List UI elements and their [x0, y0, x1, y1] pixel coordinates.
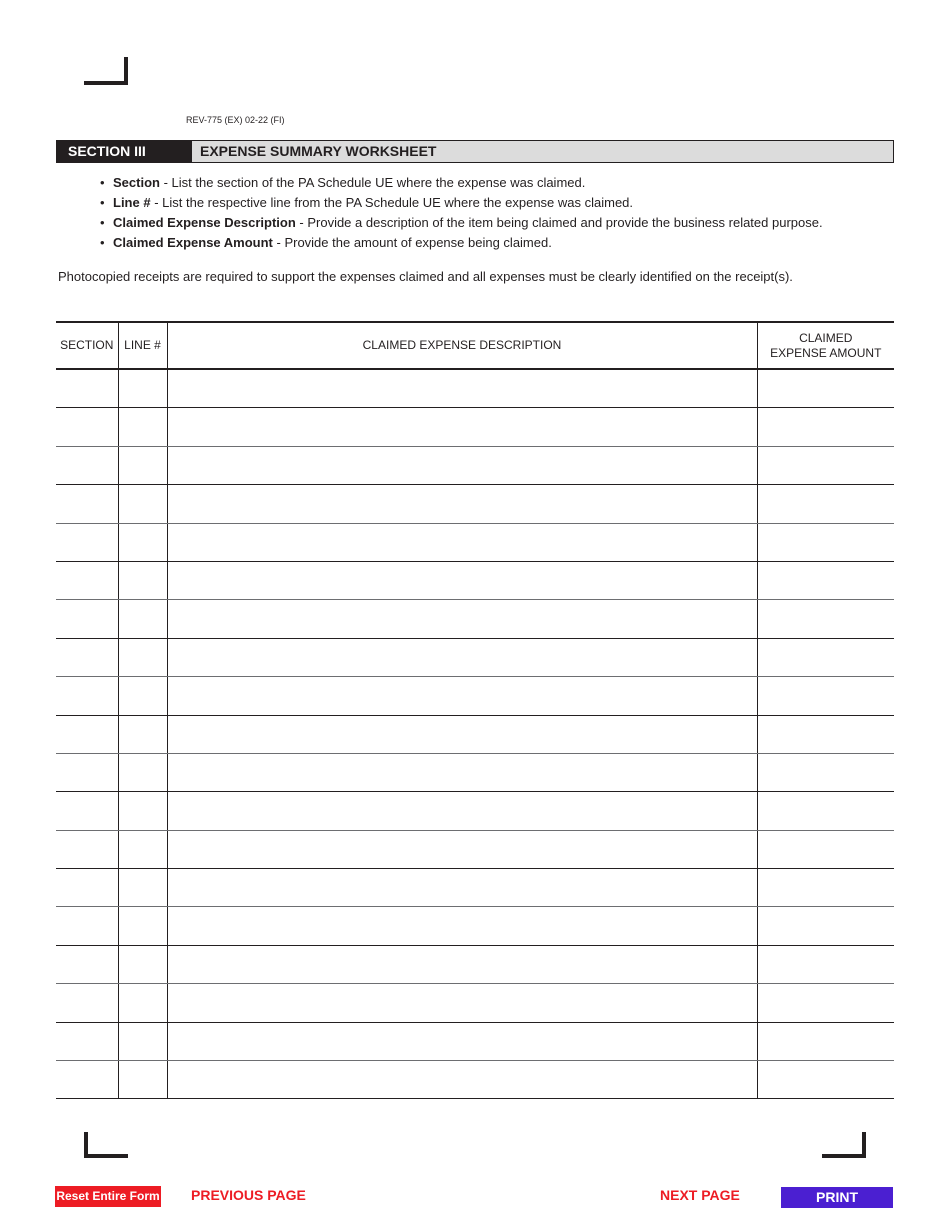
instructions-list	[100, 174, 823, 254]
section-cell-input[interactable]	[56, 485, 118, 522]
section-cell-input[interactable]	[56, 677, 118, 714]
expense-table	[56, 321, 894, 1099]
description-cell-input[interactable]	[168, 831, 757, 868]
table-row	[56, 984, 894, 1022]
line-cell-input[interactable]	[119, 408, 167, 445]
section-cell-input[interactable]	[56, 1023, 118, 1060]
description-cell	[167, 408, 757, 446]
line-cell	[118, 523, 167, 561]
description-cell	[167, 869, 757, 907]
section-cell-input[interactable]	[56, 370, 118, 407]
table-row	[56, 1061, 894, 1099]
header-amount	[757, 322, 894, 369]
section-cell	[56, 984, 118, 1022]
line-cell	[118, 677, 167, 715]
description-cell-input[interactable]	[168, 946, 757, 983]
line-cell	[118, 600, 167, 638]
amount-cell	[757, 945, 894, 983]
description-cell-input[interactable]	[168, 639, 757, 676]
amount-cell	[757, 600, 894, 638]
section-cell	[56, 869, 118, 907]
section-cell-input[interactable]	[56, 831, 118, 868]
line-cell-input[interactable]	[119, 524, 167, 561]
description-cell	[167, 600, 757, 638]
amount-cell	[757, 984, 894, 1022]
section-cell	[56, 1022, 118, 1060]
line-cell	[118, 715, 167, 753]
section-cell-input[interactable]	[56, 869, 118, 906]
amount-cell-input[interactable]	[758, 677, 895, 714]
line-cell-input[interactable]	[119, 831, 167, 868]
receipts-note: Photocopied receipts are required to support the expenses claimed and all expenses must be clearly identified on the receipt(s).	[58, 269, 793, 284]
description-cell-input[interactable]	[168, 984, 757, 1021]
section-cell-input[interactable]	[56, 524, 118, 561]
description-cell-input[interactable]	[168, 408, 757, 445]
section-cell	[56, 792, 118, 830]
table-row	[56, 907, 894, 945]
instruction-term: Claimed Expense Description	[113, 215, 296, 230]
form-id: REV-775 (EX) 02-22 (FI)	[186, 115, 285, 125]
section-cell-input[interactable]	[56, 639, 118, 676]
print-button[interactable]: PRINT	[781, 1187, 893, 1208]
description-cell	[167, 1061, 757, 1099]
description-cell	[167, 1022, 757, 1060]
line-cell-input[interactable]	[119, 716, 167, 753]
description-cell	[167, 523, 757, 561]
description-cell-input[interactable]	[168, 869, 757, 906]
bullet-icon: •	[100, 175, 105, 190]
instruction-item	[100, 234, 823, 254]
section-title: EXPENSE SUMMARY WORKSHEET	[200, 143, 437, 159]
section-cell	[56, 1061, 118, 1099]
registration-mark-top-left	[84, 57, 128, 85]
line-cell-input[interactable]	[119, 1061, 167, 1098]
line-cell-input[interactable]	[119, 754, 167, 791]
reset-form-button[interactable]: Reset Entire Form	[55, 1186, 161, 1207]
instruction-text: - List the respective line from the PA Schedule UE where the expense was claimed.	[150, 195, 634, 210]
description-cell	[167, 446, 757, 484]
table-row	[56, 792, 894, 830]
description-cell-input[interactable]	[168, 754, 757, 791]
section-cell-input[interactable]	[56, 754, 118, 791]
amount-cell	[757, 1061, 894, 1099]
line-cell	[118, 1022, 167, 1060]
line-cell	[118, 561, 167, 599]
amount-cell	[757, 369, 894, 408]
description-cell-input[interactable]	[168, 485, 757, 522]
amount-cell	[757, 561, 894, 599]
section-cell	[56, 638, 118, 676]
amount-cell	[757, 907, 894, 945]
line-cell	[118, 945, 167, 983]
instruction-text: - Provide the amount of expense being claimed.	[272, 235, 552, 250]
header-description: CLAIMED EXPENSE DESCRIPTION	[167, 322, 757, 369]
line-cell-input[interactable]	[119, 485, 167, 522]
description-cell	[167, 945, 757, 983]
instruction-term: Line #	[113, 195, 151, 210]
bullet-icon: •	[100, 235, 105, 250]
line-cell	[118, 984, 167, 1022]
line-cell	[118, 753, 167, 791]
description-cell	[167, 984, 757, 1022]
description-cell	[167, 638, 757, 676]
section-cell-input[interactable]	[56, 946, 118, 983]
description-cell-input[interactable]	[168, 716, 757, 753]
section-cell-input[interactable]	[56, 1061, 118, 1098]
line-cell	[118, 1061, 167, 1099]
table-row	[56, 830, 894, 868]
description-cell	[167, 677, 757, 715]
section-cell-input[interactable]	[56, 408, 118, 445]
instruction-item	[100, 194, 823, 214]
amount-cell-input[interactable]	[758, 562, 895, 599]
amount-cell-input[interactable]	[758, 600, 895, 637]
section-cell-input[interactable]	[56, 562, 118, 599]
header-line: LINE #	[118, 322, 167, 369]
table-row	[56, 485, 894, 523]
line-cell	[118, 485, 167, 523]
table-row	[56, 945, 894, 983]
section-cell-input[interactable]	[56, 600, 118, 637]
line-cell-input[interactable]	[119, 639, 167, 676]
section-header	[56, 140, 894, 163]
line-cell-input[interactable]	[119, 792, 167, 829]
instruction-term: Claimed Expense Amount	[113, 235, 273, 250]
instruction-item	[100, 214, 823, 234]
description-cell	[167, 907, 757, 945]
section-cell	[56, 485, 118, 523]
section-cell	[56, 830, 118, 868]
amount-cell-input[interactable]	[758, 1023, 895, 1060]
description-cell	[167, 830, 757, 868]
description-cell-input[interactable]	[168, 524, 757, 561]
amount-cell-input[interactable]	[758, 1061, 895, 1098]
line-cell-input[interactable]	[119, 1023, 167, 1060]
table-row	[56, 408, 894, 446]
next-page-button[interactable]: NEXT PAGE	[660, 1187, 740, 1203]
amount-cell-input[interactable]	[758, 754, 895, 791]
amount-cell	[757, 753, 894, 791]
line-cell	[118, 446, 167, 484]
table-row	[56, 753, 894, 791]
description-cell-input[interactable]	[168, 1061, 757, 1098]
amount-cell	[757, 408, 894, 446]
instruction-text: - List the section of the PA Schedule UE where the expense was claimed.	[159, 175, 586, 190]
amount-cell	[757, 446, 894, 484]
description-cell-input[interactable]	[168, 600, 757, 637]
amount-cell	[757, 638, 894, 676]
instruction-text: - Provide a description of the item being claimed and provide the business related purpose.	[295, 215, 823, 230]
table-header-row	[56, 322, 894, 369]
header-amount-line1: CLAIMED	[799, 330, 853, 345]
line-cell-input[interactable]	[119, 447, 167, 484]
line-cell-input[interactable]	[119, 562, 167, 599]
description-cell	[167, 753, 757, 791]
section-cell-input[interactable]	[56, 984, 118, 1021]
line-cell-input[interactable]	[119, 600, 167, 637]
registration-mark-bottom-right	[822, 1132, 866, 1158]
amount-cell-input[interactable]	[758, 716, 895, 753]
amount-cell	[757, 677, 894, 715]
description-cell-input[interactable]	[168, 1023, 757, 1060]
bullet-icon: •	[100, 215, 105, 230]
section-cell	[56, 715, 118, 753]
table-row	[56, 600, 894, 638]
line-cell	[118, 869, 167, 907]
line-cell	[118, 792, 167, 830]
section-cell	[56, 753, 118, 791]
amount-cell-input[interactable]	[758, 984, 895, 1021]
amount-cell-input[interactable]	[758, 485, 895, 522]
instruction-item	[100, 174, 823, 194]
line-cell	[118, 369, 167, 408]
line-cell-input[interactable]	[119, 370, 167, 407]
instruction-term: Section	[113, 175, 160, 190]
table-row	[56, 1022, 894, 1060]
description-cell-input[interactable]	[168, 447, 757, 484]
section-cell	[56, 907, 118, 945]
table-row	[56, 561, 894, 599]
line-cell-input[interactable]	[119, 907, 167, 944]
section-cell-input[interactable]	[56, 792, 118, 829]
description-cell-input[interactable]	[168, 792, 757, 829]
description-cell-input[interactable]	[168, 562, 757, 599]
amount-cell	[757, 1022, 894, 1060]
previous-page-button[interactable]: PREVIOUS PAGE	[191, 1187, 306, 1203]
amount-cell-input[interactable]	[758, 524, 895, 561]
registration-mark-bottom-left	[84, 1132, 128, 1158]
line-cell	[118, 830, 167, 868]
description-cell	[167, 369, 757, 408]
section-cell	[56, 945, 118, 983]
table-row	[56, 369, 894, 408]
table-row	[56, 446, 894, 484]
description-cell-input[interactable]	[168, 907, 757, 944]
line-cell-input[interactable]	[119, 677, 167, 714]
table-row	[56, 523, 894, 561]
amount-cell	[757, 485, 894, 523]
line-cell	[118, 907, 167, 945]
amount-cell-input[interactable]	[758, 831, 895, 868]
description-cell	[167, 561, 757, 599]
section-cell-input[interactable]	[56, 447, 118, 484]
amount-cell	[757, 523, 894, 561]
line-cell-input[interactable]	[119, 869, 167, 906]
amount-cell	[757, 830, 894, 868]
amount-cell-input[interactable]	[758, 792, 895, 829]
amount-cell-input[interactable]	[758, 639, 895, 676]
section-cell	[56, 677, 118, 715]
amount-cell-input[interactable]	[758, 408, 895, 445]
section-cell-input[interactable]	[56, 907, 118, 944]
amount-cell	[757, 869, 894, 907]
section-cell	[56, 408, 118, 446]
line-cell	[118, 638, 167, 676]
line-cell	[118, 408, 167, 446]
amount-cell-input[interactable]	[758, 907, 895, 944]
description-cell	[167, 792, 757, 830]
amount-cell-input[interactable]	[758, 447, 895, 484]
amount-cell-input[interactable]	[758, 869, 895, 906]
section-cell-input[interactable]	[56, 716, 118, 753]
description-cell	[167, 715, 757, 753]
amount-cell-input[interactable]	[758, 370, 895, 407]
description-cell-input[interactable]	[168, 677, 757, 714]
description-cell-input[interactable]	[168, 370, 757, 407]
table-row	[56, 677, 894, 715]
line-cell-input[interactable]	[119, 984, 167, 1021]
section-cell	[56, 561, 118, 599]
section-cell	[56, 600, 118, 638]
table-row	[56, 638, 894, 676]
amount-cell-input[interactable]	[758, 946, 895, 983]
header-amount-line2: EXPENSE AMOUNT	[770, 345, 882, 360]
section-cell	[56, 369, 118, 408]
line-cell-input[interactable]	[119, 946, 167, 983]
table-row	[56, 869, 894, 907]
bullet-icon: •	[100, 195, 105, 210]
amount-cell	[757, 715, 894, 753]
description-cell	[167, 485, 757, 523]
section-cell	[56, 446, 118, 484]
section-tag: SECTION III	[57, 141, 192, 162]
header-section: SECTION	[56, 322, 118, 369]
section-cell	[56, 523, 118, 561]
table-row	[56, 715, 894, 753]
amount-cell	[757, 792, 894, 830]
